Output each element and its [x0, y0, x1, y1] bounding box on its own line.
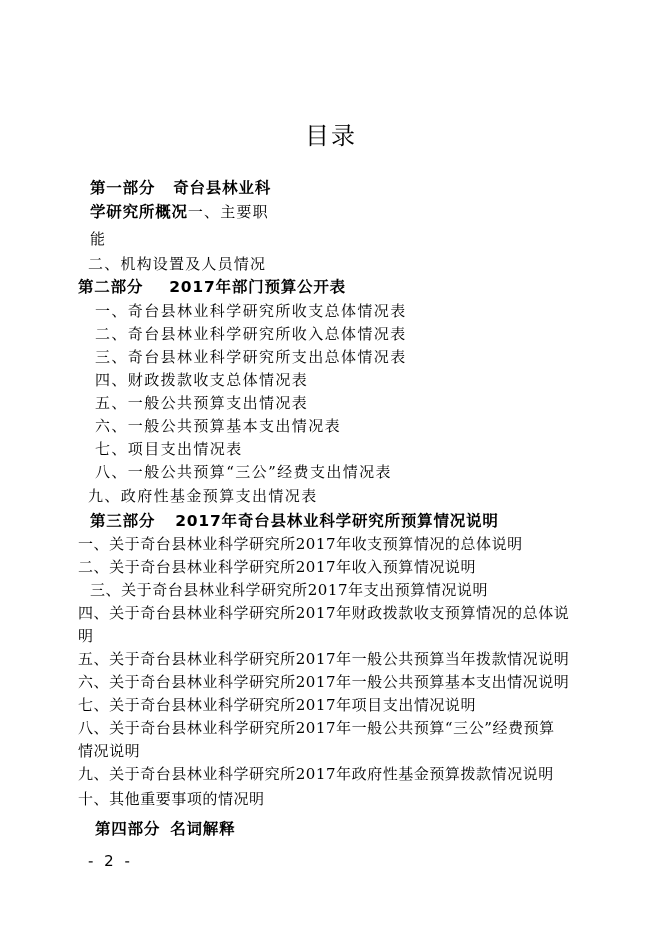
- part2-item-5[interactable]: 五、一般公共预算支出情况表: [95, 394, 309, 412]
- part3-item-10[interactable]: 十、其他重要事项的情况明: [78, 790, 265, 808]
- part3-heading[interactable]: [90, 511, 499, 531]
- part4-title: 名词解释: [170, 820, 236, 838]
- part1-item1: 一、主要职: [187, 203, 269, 221]
- part2-item-3[interactable]: 三、奇台县林业科学研究所支出总体情况表: [95, 348, 407, 366]
- part3-item-7[interactable]: 七、关于奇台县林业科学研究所2017年项目支出情况说明: [78, 696, 477, 714]
- part3-item-1[interactable]: 一、关于奇台县林业科学研究所2017年收支预算情况的总体说明: [78, 535, 523, 553]
- part3-item-4[interactable]: 四、关于奇台县林业科学研究所2017年财政拨款收支预算情况的总体说: [78, 604, 570, 622]
- part2-item-4[interactable]: 四、财政拨款收支总体情况表: [95, 371, 309, 389]
- part2-label: 第二部分: [78, 278, 144, 296]
- part3-item-3[interactable]: 三、关于奇台县林业科学研究所2017年支出预算情况说明: [90, 581, 489, 599]
- part3-title: 2017年奇台县林业科学研究所预算情况说明: [175, 512, 499, 530]
- part2-title: 2017年部门预算公开表: [169, 278, 346, 296]
- part4-heading[interactable]: [95, 819, 235, 839]
- part3-item-9[interactable]: 九、关于奇台县林业科学研究所2017年政府性基金预算拨款情况说明: [78, 765, 554, 783]
- page-title: 目录: [305, 122, 357, 150]
- part2-heading[interactable]: [78, 277, 346, 297]
- page-number: - 2 -: [88, 852, 133, 870]
- part1-title-a: 奇台县林业科: [173, 179, 272, 197]
- part1-item2[interactable]: 二、机构设置及人员情况: [88, 255, 267, 273]
- part3-item-5[interactable]: 五、关于奇台县林业科学研究所2017年一般公共预算当年拨款情况说明: [78, 650, 570, 668]
- part1-heading[interactable]: [90, 178, 271, 198]
- part3-item-6[interactable]: 六、关于奇台县林业科学研究所2017年一般公共预算基本支出情况说明: [78, 673, 570, 691]
- part2-item-2[interactable]: 二、奇台县林业科学研究所收入总体情况表: [95, 325, 407, 343]
- part2-item-6[interactable]: 六、一般公共预算基本支出情况表: [95, 417, 342, 435]
- part3-item-8[interactable]: 八、关于奇台县林业科学研究所2017年一般公共预算“三公”经费预算: [78, 719, 555, 737]
- part2-item-8[interactable]: 八、一般公共预算“三公”经费支出情况表: [95, 463, 392, 481]
- part2-item-1[interactable]: 一、奇台县林业科学研究所收支总体情况表: [95, 302, 407, 320]
- part3-item-2[interactable]: 二、关于奇台县林业科学研究所2017年收入预算情况说明: [78, 558, 477, 576]
- part3-label: 第三部分: [90, 512, 156, 530]
- part3-item-8-cont: 情况说明: [78, 742, 141, 760]
- part1-title-b: 学研究所概况: [90, 203, 188, 221]
- part3-item-4-cont: 明: [78, 627, 94, 645]
- part2-item-9[interactable]: 九、政府性基金预算支出情况表: [88, 487, 318, 505]
- part1-line2[interactable]: [90, 202, 269, 222]
- part1-item1-cont: 能: [90, 230, 107, 248]
- part2-item-7[interactable]: 七、项目支出情况表: [95, 440, 243, 458]
- part1-label: 第一部分: [90, 179, 156, 197]
- part4-label: 第四部分: [95, 820, 161, 838]
